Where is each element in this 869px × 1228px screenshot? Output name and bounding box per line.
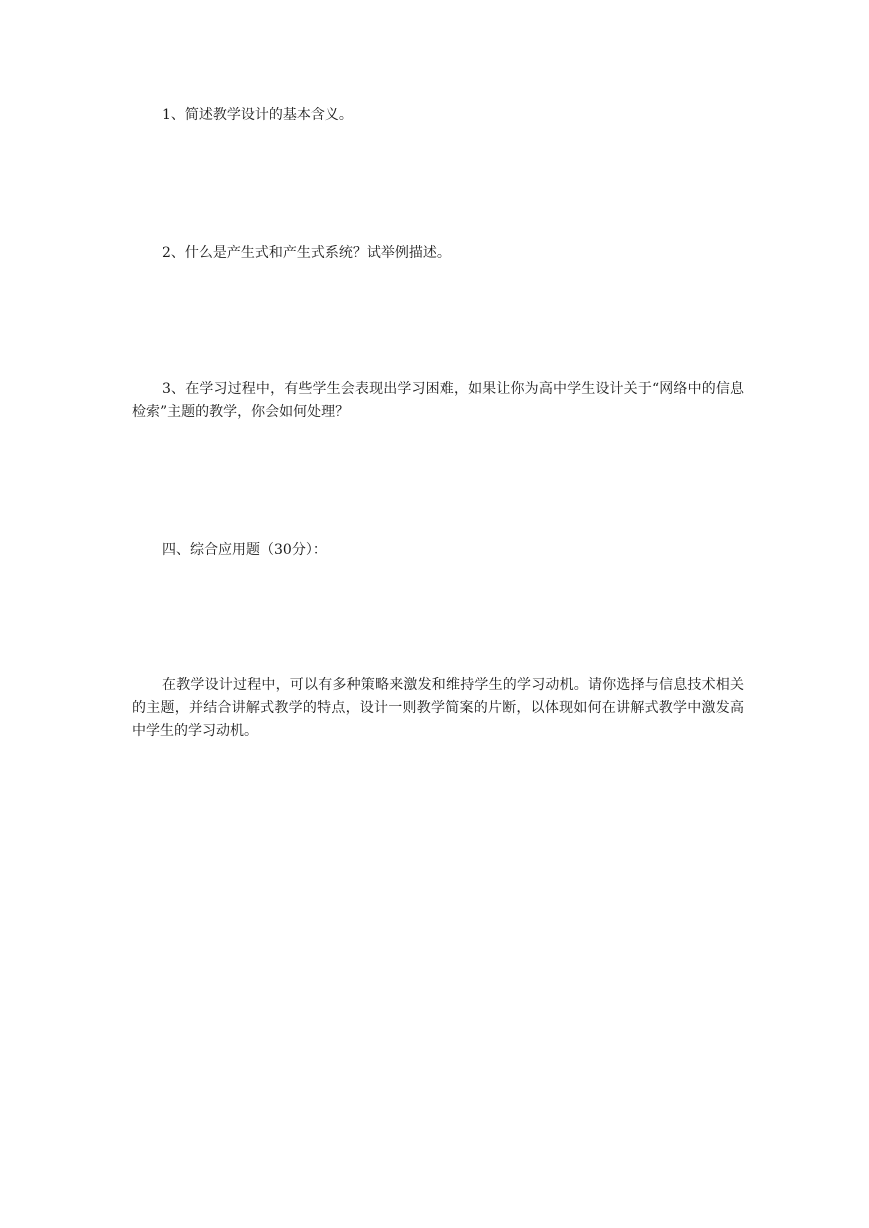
section-4-heading: 四、综合应用题（30分）：: [162, 542, 327, 558]
question-3: 3、在学习过程中，有些学生会表现出学习困难，如果让你为高中学生设计关于“网络中的信息检索”主题的教学，你会如何处理？: [132, 381, 744, 420]
section-4-task: 在教学设计过程中，可以有多种策略来激发和维持学生的学习动机。请你选择与信息技术相关的主题，并结合讲解式教学的特点，设计一则教学简案的片断，以体现如何在讲解式教学中激发高中学生的学习动机。: [132, 677, 744, 739]
question-2: 2、什么是产生式和产生式系统？试举例描述。: [162, 245, 451, 261]
question-1: 1、简述教学设计的基本含义。: [162, 107, 353, 123]
